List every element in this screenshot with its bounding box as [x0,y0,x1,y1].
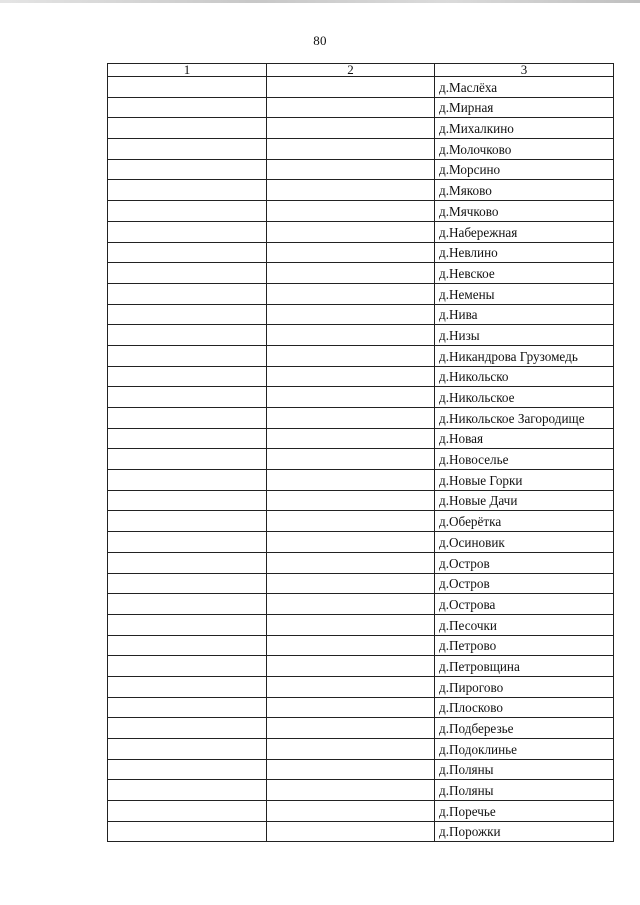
cell-col-1 [108,656,267,677]
cell-col-2 [267,180,435,201]
cell-col-2 [267,676,435,697]
cell-col-2 [267,759,435,780]
settlement-name-cell: д.Маслёха [435,77,614,98]
cell-col-2 [267,77,435,98]
cell-col-2 [267,387,435,408]
settlement-name-cell: д.Поляны [435,759,614,780]
settlement-name-cell: д.Осиновик [435,532,614,553]
settlement-name-cell: д.Невское [435,263,614,284]
cell-col-1 [108,159,267,180]
cell-col-1 [108,449,267,470]
table-row [108,221,614,242]
table-row [108,408,614,429]
table-row [108,780,614,801]
table-row [108,676,614,697]
column-header-1: 1 [108,64,267,77]
cell-col-1 [108,221,267,242]
table-row [108,656,614,677]
settlement-name-cell: д.Мяково [435,180,614,201]
settlement-name-cell: д.Новоселье [435,449,614,470]
settlement-name-cell: д.Невлино [435,242,614,263]
cell-col-1 [108,780,267,801]
settlement-name-cell: д.Никольское [435,387,614,408]
settlement-name-cell: д.Остров [435,573,614,594]
cell-col-1 [108,408,267,429]
cell-col-2 [267,449,435,470]
cell-col-1 [108,614,267,635]
table-body [108,77,614,842]
scan-edge-artifact [0,0,640,3]
cell-col-1 [108,77,267,98]
cell-col-2 [267,614,435,635]
table-row [108,470,614,491]
table-row [108,614,614,635]
cell-col-1 [108,490,267,511]
table-row [108,366,614,387]
cell-col-1 [108,263,267,284]
cell-col-2 [267,366,435,387]
settlement-name-cell: д.Мячково [435,201,614,222]
cell-col-1 [108,676,267,697]
settlement-name-cell: д.Немены [435,283,614,304]
table-row [108,325,614,346]
cell-col-1 [108,739,267,760]
table-row [108,97,614,118]
cell-col-2 [267,739,435,760]
settlement-name-cell: д.Михалкино [435,118,614,139]
column-header-2: 2 [267,64,435,77]
settlement-name-cell: д.Пирогово [435,676,614,697]
settlement-name-cell: д.Никандрова Грузомедь [435,345,614,366]
table-row [108,697,614,718]
table-row [108,759,614,780]
settlements-table [107,63,614,842]
settlement-name-cell: д.Оберётка [435,511,614,532]
cell-col-2 [267,801,435,822]
cell-col-1 [108,345,267,366]
cell-col-2 [267,470,435,491]
table-row [108,345,614,366]
table-row [108,428,614,449]
cell-col-2 [267,283,435,304]
cell-col-1 [108,325,267,346]
table-row [108,201,614,222]
table-row [108,511,614,532]
page-number: 80 [313,33,327,48]
table-row [108,739,614,760]
settlement-name-cell: д.Плосково [435,697,614,718]
table-row [108,387,614,408]
table-row [108,304,614,325]
settlement-name-cell: д.Петровщина [435,656,614,677]
table-row [108,821,614,842]
cell-col-1 [108,635,267,656]
settlement-name-cell: д.Морсино [435,159,614,180]
settlement-name-cell: д.Никольское Загородище [435,408,614,429]
settlement-name-cell: д.Острова [435,594,614,615]
cell-col-2 [267,221,435,242]
cell-col-1 [108,511,267,532]
cell-col-1 [108,304,267,325]
cell-col-2 [267,780,435,801]
table-row [108,139,614,160]
cell-col-1 [108,428,267,449]
cell-col-2 [267,263,435,284]
table-row [108,801,614,822]
cell-col-1 [108,97,267,118]
cell-col-2 [267,201,435,222]
settlement-name-cell: д.Остров [435,552,614,573]
cell-col-2 [267,656,435,677]
cell-col-2 [267,139,435,160]
column-header-3: 3 [435,64,614,77]
settlement-name-cell: д.Петрово [435,635,614,656]
cell-col-1 [108,532,267,553]
settlement-name-cell: д.Набережная [435,221,614,242]
cell-col-2 [267,159,435,180]
settlement-name-cell: д.Низы [435,325,614,346]
table-row [108,180,614,201]
cell-col-2 [267,428,435,449]
settlement-name-cell: д.Поречье [435,801,614,822]
cell-col-2 [267,718,435,739]
table-row [108,118,614,139]
cell-col-2 [267,532,435,553]
table-row [108,594,614,615]
cell-col-1 [108,759,267,780]
table-row [108,573,614,594]
settlement-name-cell: д.Новые Горки [435,470,614,491]
settlement-name-cell: д.Новые Дачи [435,490,614,511]
table-row [108,532,614,553]
cell-col-1 [108,718,267,739]
cell-col-2 [267,490,435,511]
cell-col-2 [267,511,435,532]
cell-col-1 [108,118,267,139]
table-row [108,283,614,304]
cell-col-1 [108,387,267,408]
cell-col-1 [108,283,267,304]
cell-col-1 [108,552,267,573]
settlement-name-cell: д.Никольско [435,366,614,387]
cell-col-1 [108,470,267,491]
cell-col-1 [108,697,267,718]
table-row [108,242,614,263]
table-row [108,263,614,284]
settlement-name-cell: д.Мирная [435,97,614,118]
cell-col-1 [108,821,267,842]
table-header-row [108,64,614,77]
cell-col-2 [267,821,435,842]
cell-col-2 [267,573,435,594]
table-row [108,718,614,739]
cell-col-2 [267,242,435,263]
settlement-name-cell: д.Новая [435,428,614,449]
cell-col-1 [108,801,267,822]
cell-col-2 [267,345,435,366]
cell-col-2 [267,118,435,139]
cell-col-2 [267,325,435,346]
cell-col-1 [108,139,267,160]
cell-col-1 [108,242,267,263]
settlement-name-cell: д.Подберезье [435,718,614,739]
cell-col-2 [267,552,435,573]
cell-col-1 [108,366,267,387]
cell-col-2 [267,97,435,118]
settlement-name-cell: д.Нива [435,304,614,325]
cell-col-1 [108,180,267,201]
cell-col-1 [108,573,267,594]
table-row [108,490,614,511]
settlement-name-cell: д.Песочки [435,614,614,635]
table-row [108,449,614,470]
settlement-name-cell: д.Порожки [435,821,614,842]
cell-col-1 [108,594,267,615]
table-row [108,159,614,180]
cell-col-2 [267,697,435,718]
cell-col-2 [267,304,435,325]
table-row [108,635,614,656]
cell-col-2 [267,594,435,615]
cell-col-2 [267,408,435,429]
settlement-name-cell: д.Поляны [435,780,614,801]
table-row [108,552,614,573]
cell-col-1 [108,201,267,222]
cell-col-2 [267,635,435,656]
settlement-name-cell: д.Подоклинье [435,739,614,760]
table-row [108,77,614,98]
settlement-name-cell: д.Молочково [435,139,614,160]
